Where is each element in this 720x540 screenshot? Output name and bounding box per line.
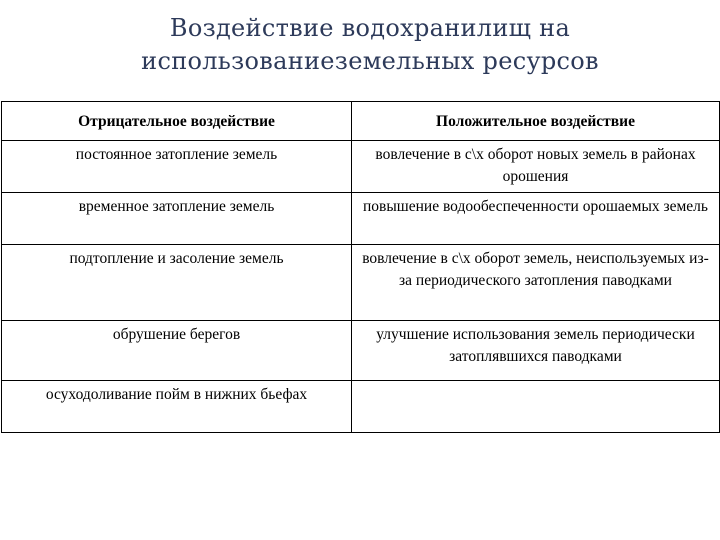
positive-impact-cell: вовлечение в с\х оборот новых земель в районах орошения [352, 141, 720, 193]
table-row [2, 141, 720, 193]
negative-impact-cell: постоянное затопление земель [2, 141, 352, 193]
table-row [2, 245, 720, 321]
negative-impact-cell: временное затопление земель [2, 193, 352, 245]
table-header-row [2, 102, 720, 141]
positive-impact-cell: вовлечение в с\х оборот земель, неиспользуемых из-за периодического затопления паводками [352, 245, 720, 321]
positive-impact-cell: улучшение использования земель периодически затоплявшихся паводками [352, 321, 720, 381]
slide-title-line-1: Воздействие водохранилищ на [169, 14, 571, 42]
negative-impact-cell: осуходоливание пойм в нижних бьефах [2, 381, 352, 433]
negative-impact-cell: подтопление и засоление земель [2, 245, 352, 321]
impact-table [1, 101, 720, 433]
header-negative-impact: Отрицательное воздействие [2, 102, 352, 141]
negative-impact-cell: обрушение берегов [2, 321, 352, 381]
slide-title-line-2: использованиеземельных ресурсов [141, 47, 599, 75]
slide-title [20, 12, 720, 78]
table-row [2, 321, 720, 381]
table-row [2, 193, 720, 245]
positive-impact-cell: повышение водообеспеченности орошаемых земель [352, 193, 720, 245]
table-row [2, 381, 720, 433]
header-positive-impact: Положительное воздействие [352, 102, 720, 141]
positive-impact-cell [352, 381, 720, 433]
